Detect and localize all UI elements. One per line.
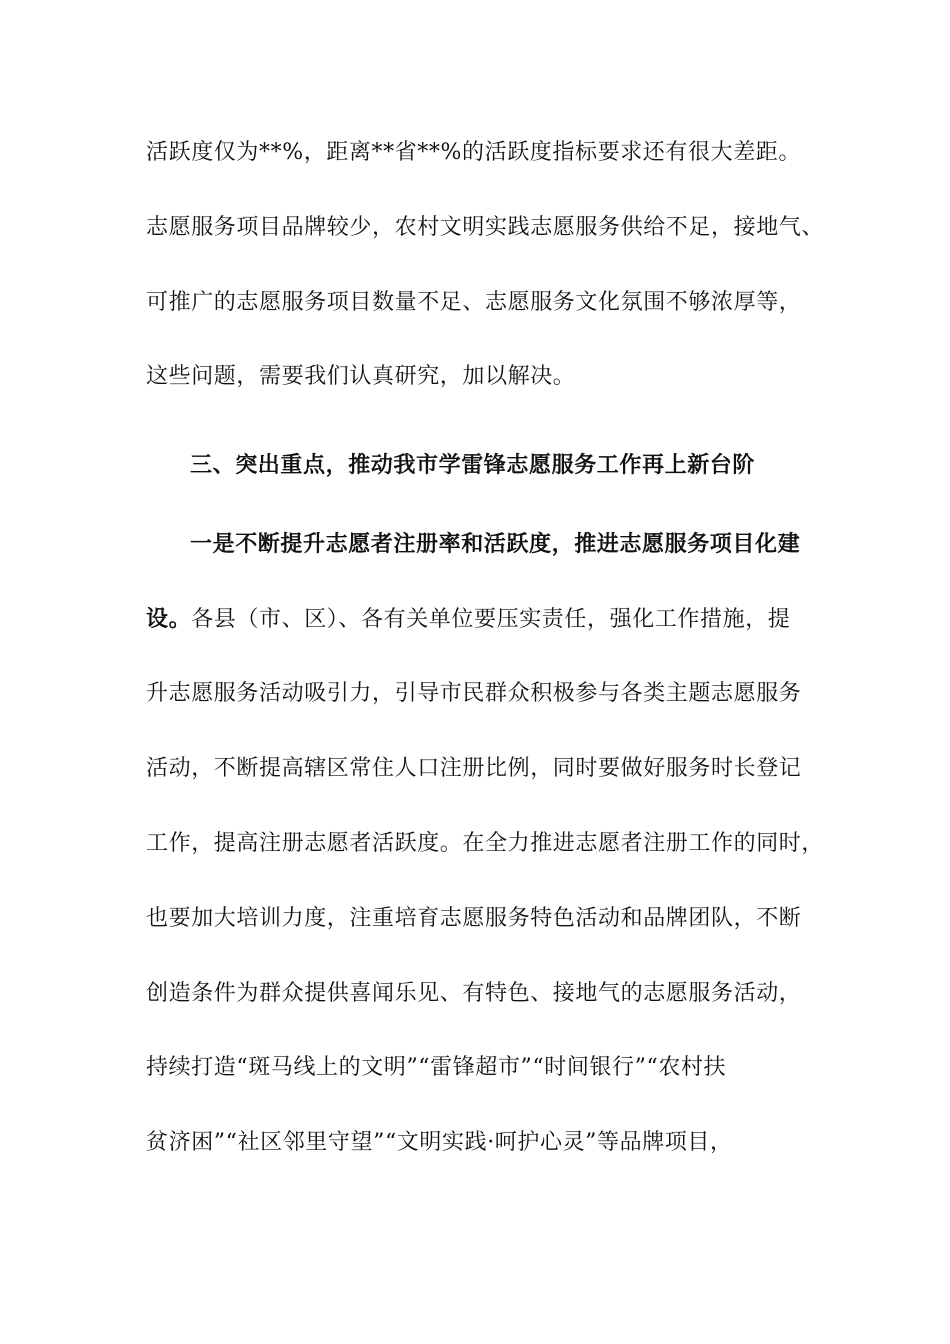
subheading-line: 一是不断提升志愿者注册率和活跃度，推进志愿服务项目化建 xyxy=(190,531,801,557)
paragraph-line-8: 升志愿服务活动吸引力，引导市民群众积极参与各类主题志愿服务 xyxy=(146,681,802,706)
paragraph-line-9: 活动，不断提高辖区常住人口注册比例，同时要做好服务时长登记 xyxy=(146,756,802,781)
paragraph-line-3: 可推广的志愿服务项目数量不足、志愿服务文化氛围不够浓厚等， xyxy=(146,290,802,315)
section-heading: 三、突出重点，推动我市学雷锋志愿服务工作再上新台阶 xyxy=(190,452,756,478)
paragraph-line-7 xyxy=(146,604,826,634)
paragraph-line-10: 工作，提高注册志愿者活跃度。在全力推进志愿者注册工作的同时， xyxy=(146,831,825,856)
paragraph-line-13: 持续打造“斑马线上的文明”“雷锋超市”“时间银行”“农村扶 xyxy=(146,1055,727,1080)
paragraph-line-11: 也要加大培训力度，注重培育志愿服务特色活动和品牌团队，不断 xyxy=(146,906,802,931)
paragraph-line-2: 志愿服务项目品牌较少，农村文明实践志愿服务供给不足，接地气、 xyxy=(146,215,825,240)
paragraph-line-12: 创造条件为群众提供喜闻乐见、有特色、接地气的志愿服务活动， xyxy=(146,981,802,1006)
paragraph-line-4: 这些问题，需要我们认真研究，加以解决。 xyxy=(146,364,576,389)
paragraph-line-1: 活跃度仅为**%，距离**省**%的活跃度指标要求还有很大差距。 xyxy=(146,140,802,165)
paragraph-line-7-text: 各县（市、区）、各有关单位要压实责任，强化工作措施，提 xyxy=(191,607,791,632)
subheading-end: 设。 xyxy=(146,606,192,632)
paragraph-line-14: 贫济困”“社区邻里守望”“文明实践·呵护心灵”等品牌项目， xyxy=(146,1130,733,1155)
